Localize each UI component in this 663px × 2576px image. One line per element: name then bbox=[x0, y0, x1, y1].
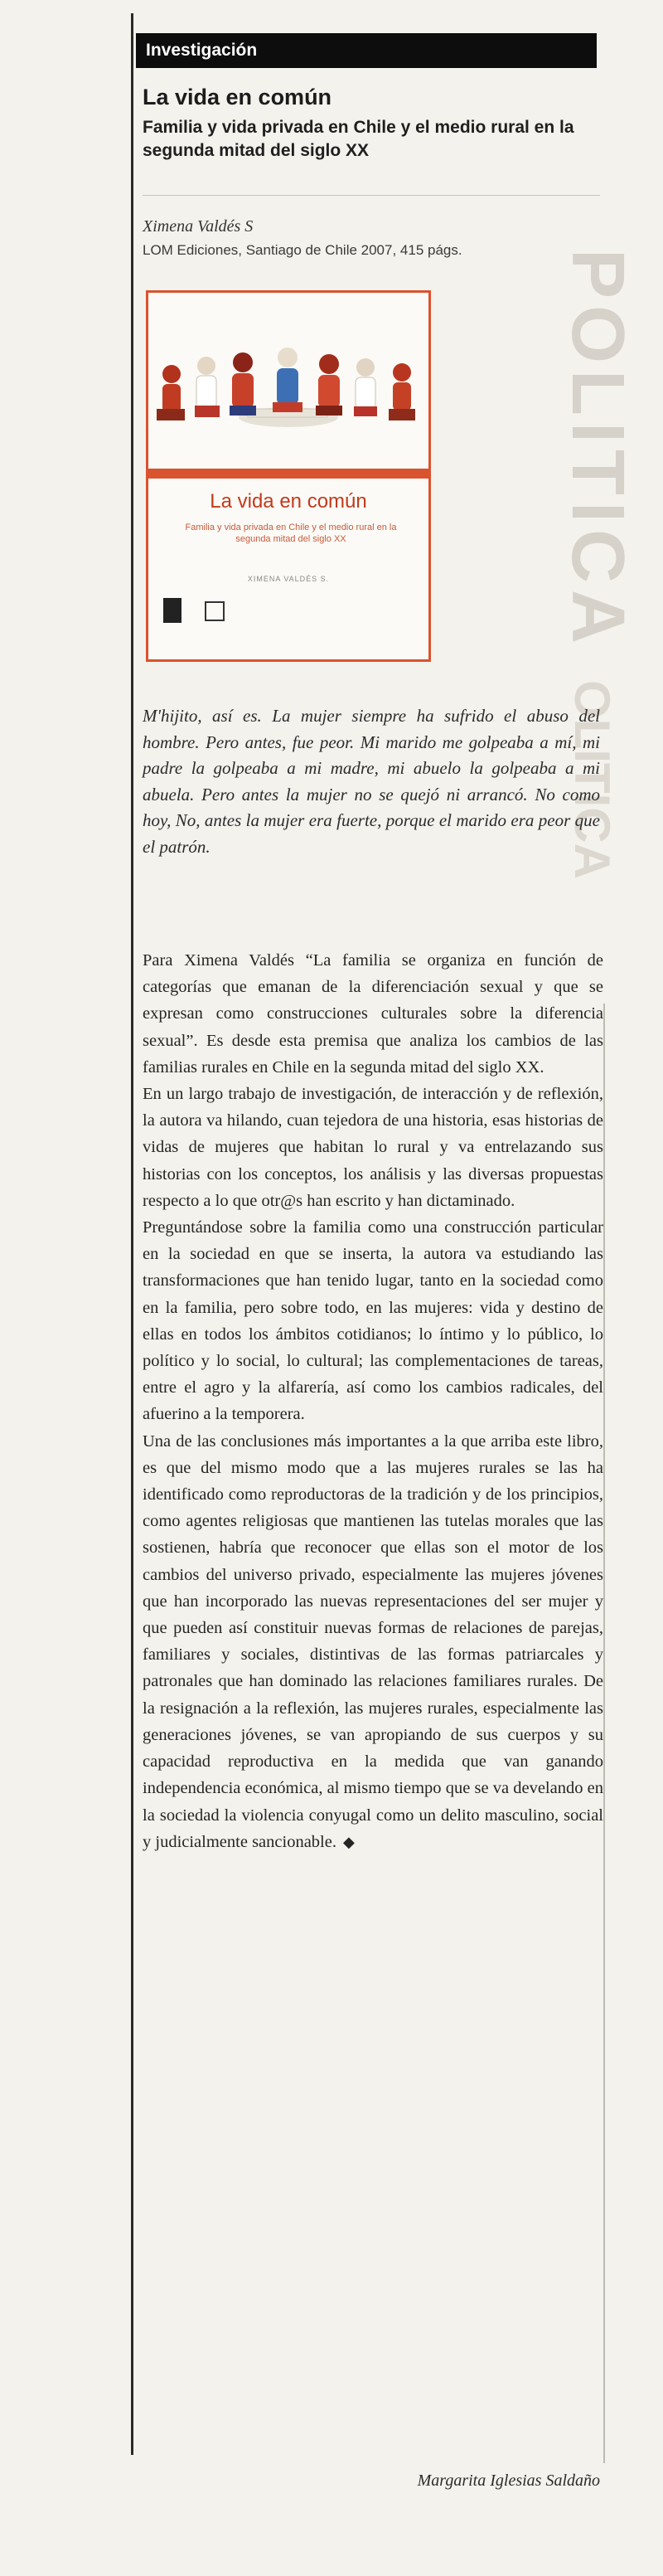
publisher-logo-icon bbox=[163, 598, 181, 623]
cover-author: XIMENA VALDÉS S. bbox=[247, 575, 330, 583]
header-divider bbox=[143, 195, 600, 196]
body-paragraph: En un largo trabajo de investigación, de interacción y de reflexión, la autora va hilando, cuan tejedora de una historia, esas historias de vidas de mujeres que habitan lo rural y va entrelazando sus historias con los conceptos, los análisis y las diversas propuestas respecto a lo que otr@s han escrito y han dictaminado. bbox=[143, 1085, 603, 1210]
background-ghost-print: POLITICA OLITICA bbox=[556, 249, 639, 879]
book-cover bbox=[146, 290, 431, 662]
body-paragraph bbox=[143, 1428, 603, 1855]
body-paragraph: Para Ximena Valdés “La familia se organiza en función de categorías que emanan de la diferenciación sexual y que se expresan como construcciones culturales sobre la diferencia sexual”. Es desde esta premisa que analiza los cambios de las familias rurales en Chile en la segunda mitad del siglo XX. bbox=[143, 951, 603, 1077]
reviewer-signature: Margarita Iglesias Saldaño bbox=[417, 2472, 600, 2490]
left-column-rule bbox=[131, 13, 133, 2455]
series-logo-icon bbox=[205, 601, 225, 621]
book-author: Ximena Valdés S bbox=[143, 217, 254, 236]
section-label: Investigación bbox=[136, 33, 597, 68]
epigraph-quote bbox=[143, 703, 600, 860]
body-paragraph: Preguntándose sobre la familia como una construcción particular en la sociedad en que se inserta, la autora va estudiando las transformaciones que han tenido lugar, tanto en la sociedad como en la familia, pero sobre todo, en las mujeres: vida y destino de ellas en todos los ámbitos cotidianos; lo íntimo y lo público, lo político y lo social, lo cultural; las complementaciones de tareas, entre el agro y la alfarería, así como los cambios radicales, del afuerino a la temporera. bbox=[143, 1218, 603, 1424]
cover-banner bbox=[148, 469, 428, 479]
article-subtitle: Familia y vida privada en Chile y el medio rural en la segunda mitad del siglo XX bbox=[143, 118, 574, 160]
right-column-rule bbox=[603, 1004, 605, 2463]
cover-subtitle: Familia y vida privada en Chile y el medio rural en la segunda mitad del siglo XX bbox=[185, 522, 397, 544]
article-title: La vida en común bbox=[143, 85, 332, 109]
cover-figurines-illustration bbox=[148, 293, 428, 467]
book-publisher: LOM Ediciones, Santiago de Chile 2007, 415 págs. bbox=[143, 242, 462, 258]
article-body bbox=[143, 947, 603, 1855]
cover-title: La vida en común bbox=[210, 490, 367, 513]
end-of-article-icon: ◆ bbox=[342, 1833, 355, 1850]
epigraph-text: M'hijito, así es. La mujer siempre ha sufrido el abuso del hombre. Pero antes, fue peor. Mi marido me golpeaba a mí, mi padre la golpeaba a mi madre, mi abuelo la golpeaba a mi abuela. Pero antes la mujer no se quejó ni arrancó. No como hoy, No, antes la mujer era fuerte, porque el marido era peor que el patrón. bbox=[143, 706, 600, 857]
body-paragraph-text: Una de las conclusiones más importantes a la que arriba este libro, es que del mismo modo que a las mujeres rurales se las ha identificado como reproductoras de la tradición y de los principios, como agentes religiosas que mantienen las tutelas morales que las sostienen, habría que reconocer que ellas son el motor de los cambios del universo privado, especialmente las mujeres jóvenes que han incorporado las nuevas representaciones del ser mujer y que pueden así constituir nuevas formas de relaciones de parejas, familiares y sociales, distintivas de las formas patriarcales y patronales que han dominado las relaciones familiares rurales. De la resignación a la reflexión, las mujeres rurales, especialmente las generaciones jóvenes, se van apropiando de sus cuerpos y su capacidad reproductiva en la medida que van ganando independencia económica, al mismo tiempo que se va develando en la sociedad la violencia conyugal como un delito masculino, social y judicialmente sancionable. bbox=[143, 1431, 603, 1851]
